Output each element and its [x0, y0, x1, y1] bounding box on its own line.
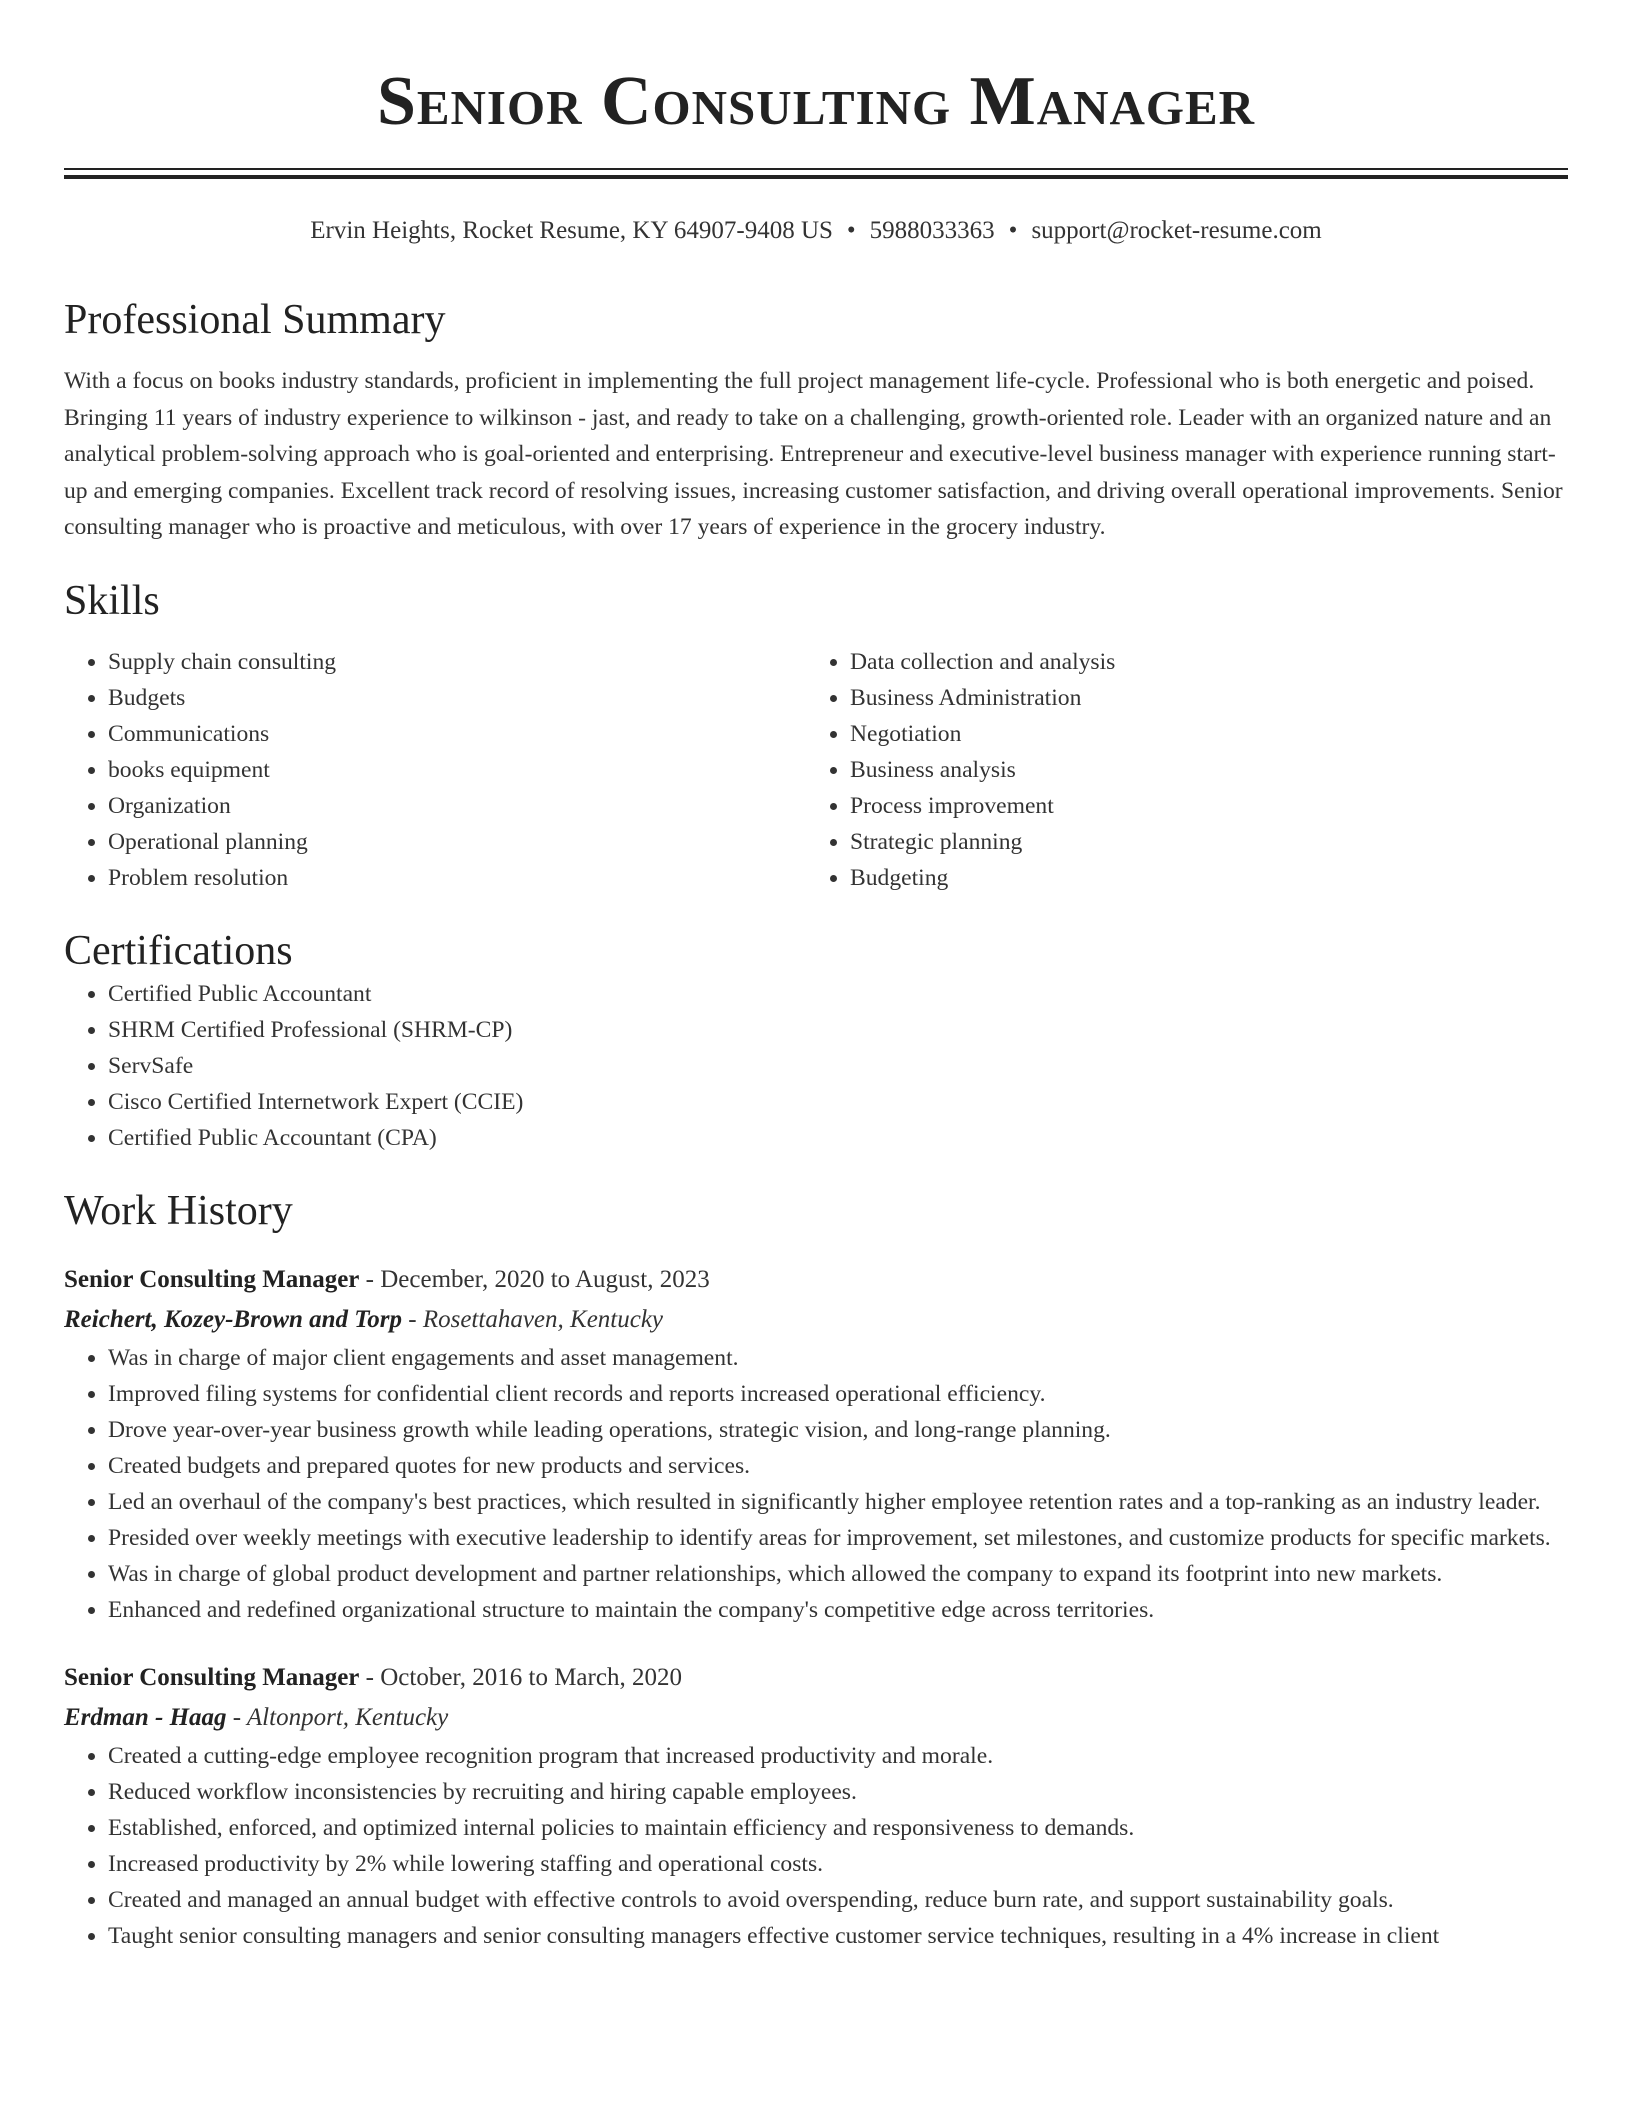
summary-heading: Professional Summary [64, 297, 446, 343]
job-bullet: • Was in charge of global product development and partner relationships, which allowed the company to expand its footprint into new markets. [108, 1556, 1568, 1592]
certification-item: • SHRM Certified Professional (SHRM-CP) [108, 1012, 1568, 1048]
contact-separator: • [1008, 217, 1018, 244]
contact-phone: 5988033363 [869, 217, 995, 244]
skill-item: • Budgets [108, 680, 806, 716]
job-bullet: • Created budgets and prepared quotes for new products and services. [108, 1448, 1568, 1484]
job-bullet: • Was in charge of major client engagements and asset management. [108, 1340, 1568, 1376]
certification-item: • ServSafe [108, 1048, 1568, 1084]
certification-item: • Certified Public Accountant [108, 976, 1568, 1012]
job-bullet: • Established, enforced, and optimized internal policies to maintain efficiency and responsiveness to demands. [108, 1810, 1568, 1846]
job-title: Senior Consulting Manager [64, 1265, 360, 1293]
skills-list-left [64, 644, 806, 896]
certifications-section [64, 926, 1568, 1156]
job-bullet: • Drove year-over-year business growth while leading operations, strategic vision, and long-range planning. [108, 1412, 1568, 1448]
contact-email: support@rocket-resume.com [1031, 217, 1322, 244]
skill-item: • Supply chain consulting [108, 644, 806, 680]
skills-section [64, 576, 1568, 896]
summary-section [64, 295, 1568, 546]
skill-item: • Negotiation [850, 716, 1548, 752]
contact-line [64, 215, 1568, 247]
job-company-line [64, 1698, 1568, 1738]
job-title-line [64, 1658, 1568, 1698]
job-bullet: • Led an overhaul of the company's best practices, which resulted in significantly higher employee retention rates and a top-ranking as an industry leader. [108, 1484, 1568, 1520]
job-bullet: • Presided over weekly meetings with executive leadership to identify areas for improvement, set milestones, and customize products for specific markets. [108, 1520, 1568, 1556]
job-bullet: • Enhanced and redefined organizational structure to maintain the company's competitive edge across territories. [108, 1592, 1568, 1628]
job-company: Erdman - Haag [64, 1703, 227, 1731]
job-company: Reichert, Kozey-Brown and Torp [64, 1305, 403, 1333]
certifications-heading: Certifications [64, 927, 293, 974]
skills-heading: Skills [64, 577, 160, 624]
certification-item: • Cisco Certified Internetwork Expert (CCIE) [108, 1084, 1568, 1120]
job-dates: - October, 2016 to March, 2020 [365, 1663, 682, 1691]
skill-item: • Communications [108, 716, 806, 752]
summary-text: With a focus on books industry standards, proficient in implementing the full project management life-cycle. Professional who is both energetic and poised. Bringing 11 years of industry experience to wilkinson - jast, and ready to take on a challenging, growth-oriented role. Leader with an organized nature and an analytical problem-solving approach who is goal-oriented and enterprising. Entrepreneur and executive-level business manager with experience running start-up and emerging companies. Excellent track record of resolving issues, increasing customer satisfaction, and driving overall operational improvements. Senior consulting manager who is proactive and meticulous, with over 17 years of experience in the grocery industry. [64, 368, 1563, 540]
job-bullet: • Increased productivity by 2% while lowering staffing and operational costs. [108, 1846, 1568, 1882]
skills-list-right [806, 644, 1548, 896]
skill-item: • books equipment [108, 752, 806, 788]
job-bullet: • Improved filing systems for confidential client records and reports increased operational efficiency. [108, 1376, 1568, 1412]
skill-item: • Process improvement [850, 788, 1548, 824]
title-divider [64, 168, 1568, 179]
job-bullets [64, 1340, 1568, 1628]
job-title: Senior Consulting Manager [64, 1663, 360, 1691]
contact-separator: • [846, 217, 856, 244]
skill-item: • Budgeting [850, 860, 1548, 896]
skills-column-right [806, 644, 1548, 896]
job-bullet: • Taught senior consulting managers and senior consulting managers effective customer service techniques, resulting in a 4% increase in client [108, 1918, 1568, 1954]
job-dates: - December, 2020 to August, 2023 [365, 1265, 710, 1293]
work-history-section [64, 1186, 1568, 1954]
job-bullet: • Created and managed an annual budget with effective controls to avoid overspending, reduce burn rate, and support sustainability goals. [108, 1882, 1568, 1918]
job-location: - Altonport, Kentucky [232, 1703, 449, 1731]
skill-item: • Business analysis [850, 752, 1548, 788]
skill-item: • Organization [108, 788, 806, 824]
job-location: - Rosettahaven, Kentucky [408, 1305, 664, 1333]
skill-item: • Problem resolution [108, 860, 806, 896]
job-bullet: • Created a cutting-edge employee recognition program that increased productivity and morale. [108, 1738, 1568, 1774]
job-entry [64, 1260, 1568, 1628]
skill-item: • Strategic planning [850, 824, 1548, 860]
contact-address: Ervin Heights, Rocket Resume, KY 64907-9408 US [310, 217, 833, 244]
skill-item: • Business Administration [850, 680, 1548, 716]
skills-column-left [64, 644, 806, 896]
job-company-line [64, 1300, 1568, 1340]
job-title-line [64, 1260, 1568, 1300]
job-bullet: • Reduced workflow inconsistencies by recruiting and hiring capable employees. [108, 1774, 1568, 1810]
certifications-list [64, 976, 1568, 1156]
skill-item: • Operational planning [108, 824, 806, 860]
skills-grid [64, 644, 1568, 896]
job-entry [64, 1658, 1568, 1954]
skill-item: • Data collection and analysis [850, 644, 1548, 680]
work-history-heading: Work History [64, 1187, 293, 1234]
resume-title: Senior Consulting Manager [376, 63, 1256, 140]
job-bullets [64, 1738, 1568, 1954]
certification-item: • Certified Public Accountant (CPA) [108, 1120, 1568, 1156]
